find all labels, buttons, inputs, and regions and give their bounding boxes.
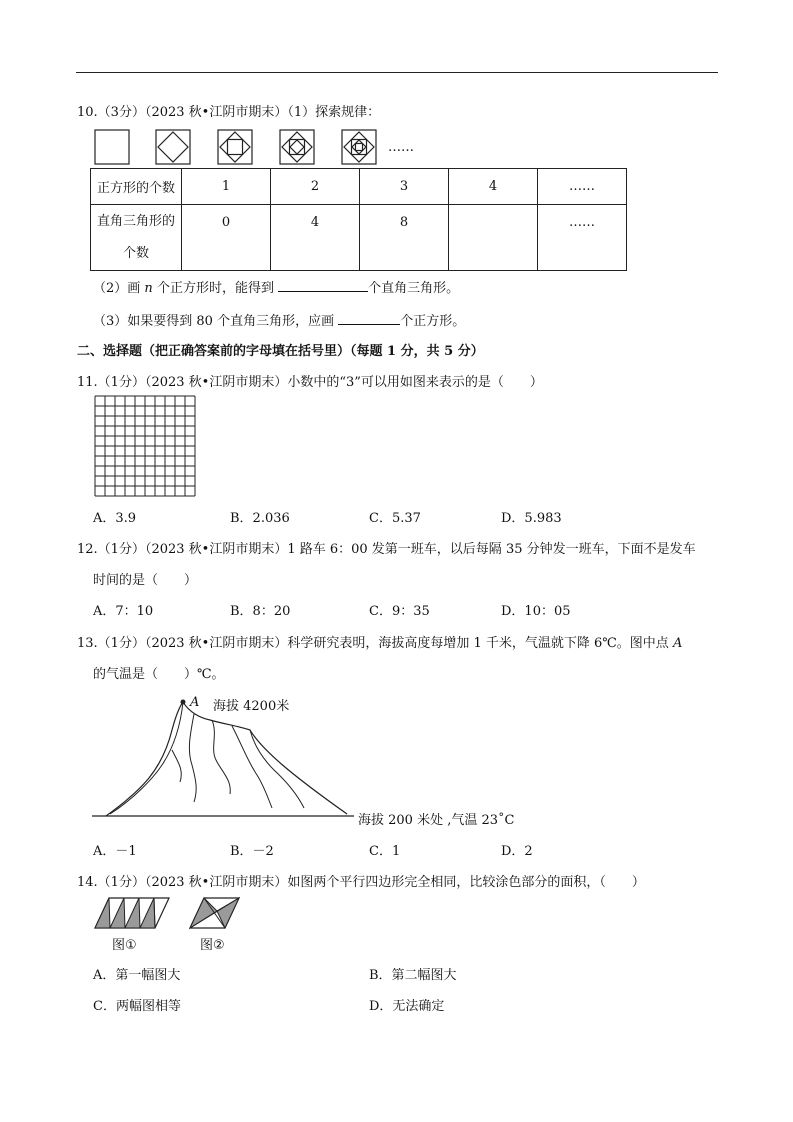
q10-part2-var: n <box>144 281 153 296</box>
table-cell: 0 <box>182 205 271 271</box>
q13-stem-line2: 的气温是（ ）℃。 <box>93 667 225 682</box>
q12-stem-line1: 12.（1分）（2023 秋•江阴市期末）1 路车 6：00 发第一班车，以后每隔 35 分钟发一班车，下面不是发车 <box>77 542 696 557</box>
table-cell: 1 <box>182 169 271 205</box>
decimal-grid-figure <box>94 395 196 497</box>
q10-part2-suffix: 个直角三角形。 <box>368 281 460 296</box>
option-d[interactable]: D．10：05 <box>501 604 571 619</box>
option-d[interactable]: D．5.983 <box>501 511 562 526</box>
point-a-marker <box>181 700 186 705</box>
pattern-figure-1 <box>95 130 129 164</box>
table-cell: …… <box>538 169 627 205</box>
table-cell: 8 <box>360 205 449 271</box>
option-b[interactable]: B．8：20 <box>230 604 291 619</box>
q14-stem: 14.（1分）（2023 秋•江阴市期末）如图两个平行四边形完全相同，比较涂色部分的面积，（ ） <box>77 875 645 890</box>
row-label <box>91 205 182 271</box>
pattern-figure-2 <box>156 130 190 164</box>
q10-part2 <box>93 277 459 296</box>
figure-2-label: 图② <box>200 938 225 953</box>
row-label-line: 个数 <box>122 245 149 261</box>
q13-stem-line1 <box>77 632 682 651</box>
pattern-figure-5 <box>342 130 376 164</box>
q10-part2-prefix: （2）画 <box>93 281 141 296</box>
q12-stem-line2: 时间的是（ ） <box>93 573 198 588</box>
table-cell: 4 <box>271 205 360 271</box>
mountain-top-label: 海拔 4200米 <box>213 699 290 714</box>
answer-blank[interactable] <box>278 279 368 292</box>
section-title: 二、选择题（把正确答案前的字母填在括号里）（每题 1 分，共 5 分） <box>77 344 484 359</box>
option-b[interactable]: B．2.036 <box>230 511 290 526</box>
q10-part3-suffix: 个正方形。 <box>400 314 466 329</box>
figure-1-label: 图① <box>112 938 137 953</box>
option-a[interactable]: A．－1 <box>93 844 137 859</box>
table-row <box>91 205 627 271</box>
table-cell: 3 <box>360 169 449 205</box>
row-label: 正方形的个数 <box>91 169 182 205</box>
table-row <box>91 169 627 205</box>
table-cell: 2 <box>271 169 360 205</box>
option-d[interactable]: D．2 <box>501 844 533 859</box>
pattern-figure-3 <box>218 130 252 164</box>
option-a[interactable]: A．7：10 <box>93 604 154 619</box>
mountain-bottom-label: 海拔 200 米处 ,气温 23˚C <box>358 813 515 828</box>
option-a[interactable]: A．3.9 <box>93 511 137 526</box>
q10-part3-prefix: （3）如果要得到 80 个直角三角形，应画 <box>93 314 335 329</box>
q11-stem: 11.（1分）（2023 秋•江阴市期末）小数中的“3”可以用如图来表示的是（ ） <box>77 375 543 390</box>
mountain-outline <box>106 702 347 816</box>
q10-part3 <box>93 310 465 329</box>
option-a[interactable]: A．第一幅图大 <box>93 968 181 983</box>
table-cell-empty[interactable] <box>449 205 538 271</box>
option-c[interactable]: C．9：35 <box>369 604 430 619</box>
q13-stem-text: 13.（1分）（2023 秋•江阴市期末）科学研究表明，海拔高度每增加 1 千米，气温就下降 6℃。图中点 <box>77 636 669 651</box>
header-rule <box>76 72 718 73</box>
option-c[interactable]: C．1 <box>369 844 401 859</box>
pattern-table <box>90 168 627 271</box>
pattern-ellipsis: …… <box>388 140 414 155</box>
answer-blank[interactable] <box>338 312 400 325</box>
option-d[interactable]: D．无法确定 <box>369 999 445 1014</box>
parallelogram-figure-1 <box>95 898 169 928</box>
q10-part2-mid: 个正方形时，能得到 <box>156 281 274 296</box>
parallelogram-figure-2 <box>190 898 239 928</box>
option-c[interactable]: C．5.37 <box>369 511 421 526</box>
parallelogram-figures <box>92 895 242 931</box>
row-label-line: 直角三角形的 <box>96 213 175 229</box>
table-cell: …… <box>538 205 627 271</box>
option-c[interactable]: C．两幅图相等 <box>93 999 181 1014</box>
pattern-figure-4 <box>280 130 314 164</box>
mountain-point-label: A <box>190 695 200 710</box>
option-b[interactable]: B．－2 <box>230 844 274 859</box>
table-cell: 4 <box>449 169 538 205</box>
q13-stem-point: A <box>672 636 683 651</box>
square-pattern-figures <box>90 126 390 166</box>
q10-header: 10.（3分）（2023 秋•江阴市期末）（1）探索规律： <box>77 105 381 120</box>
option-b[interactable]: B．第二幅图大 <box>369 968 457 983</box>
